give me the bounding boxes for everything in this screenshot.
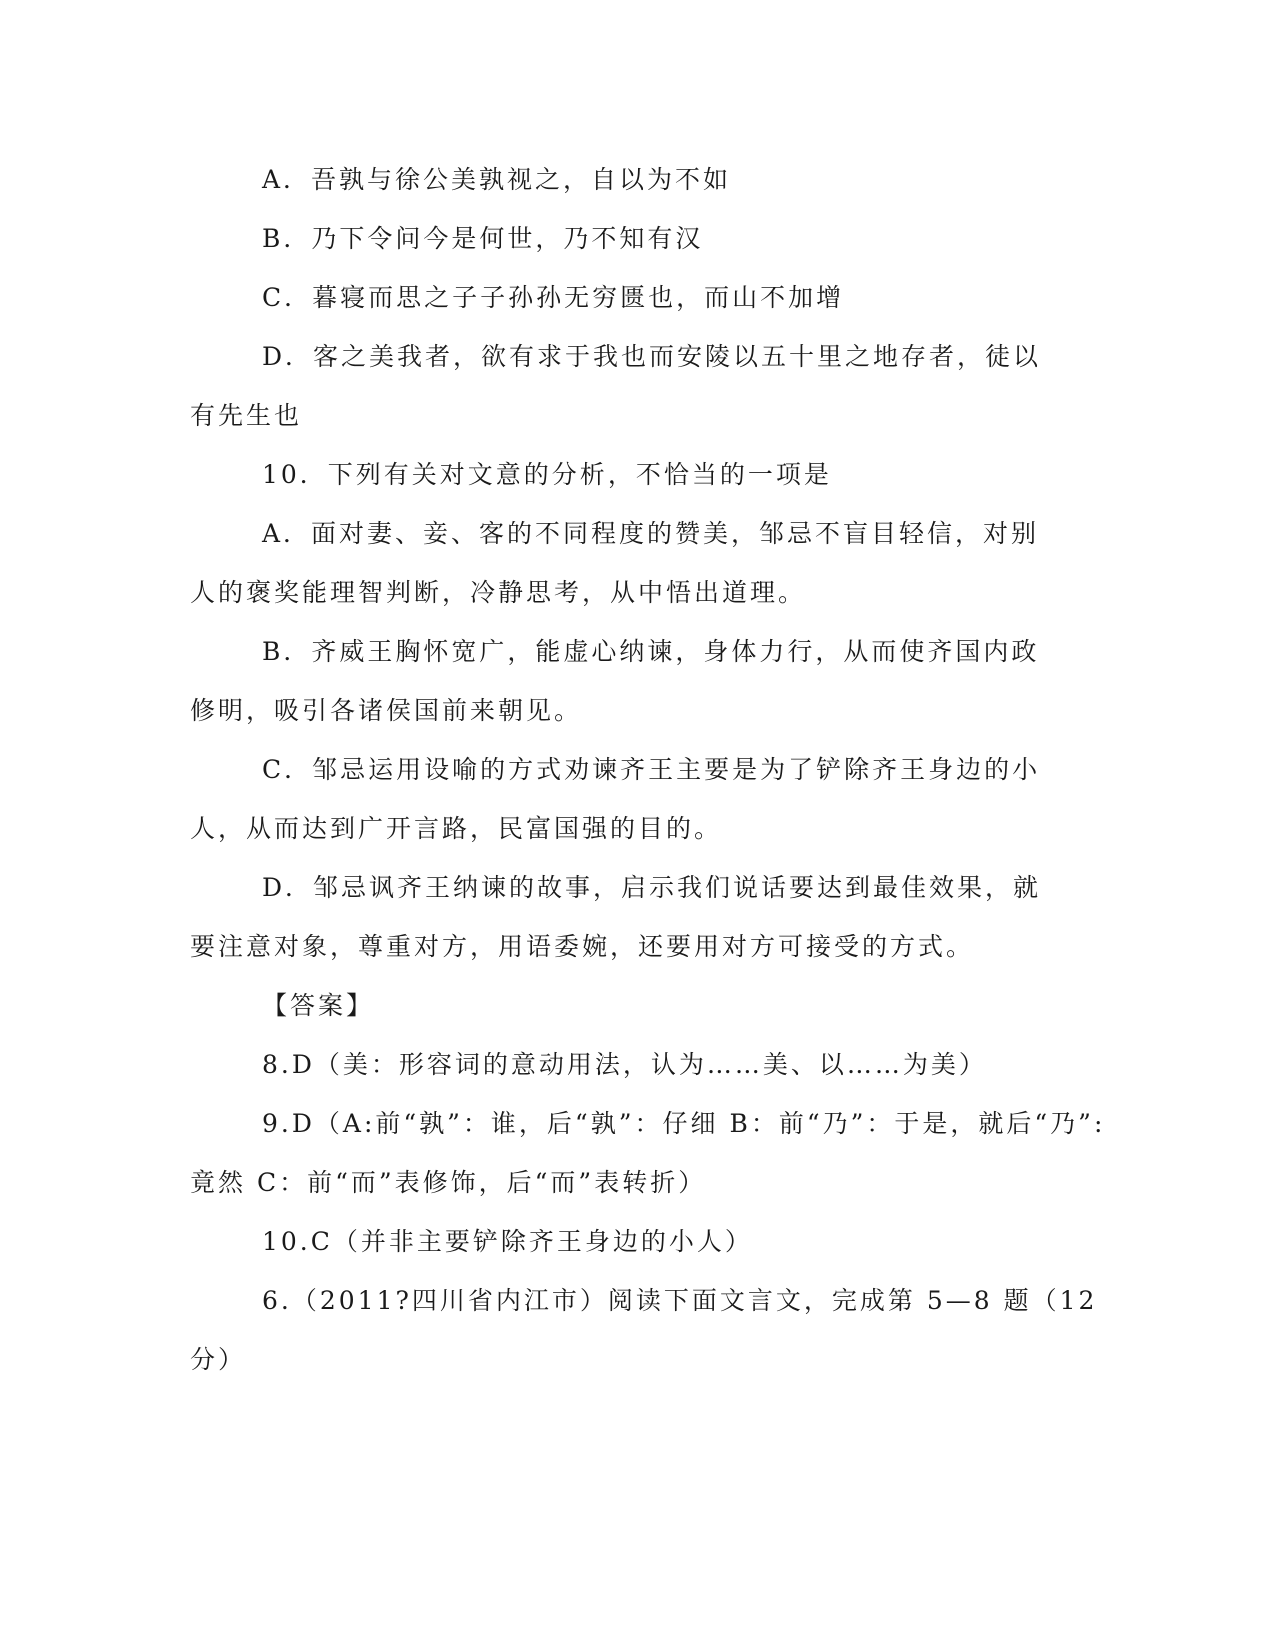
q10-option-a-continuation: 人的褒奖能理智判断，冷静思考，从中悟出道理。 [190,578,807,607]
q10-option-a-line: A．面对妻、妾、客的不同程度的赞美，邹忌不盲目轻信，对别 [262,519,1040,548]
option-a-line: A．吾孰与徐公美孰视之，自以为不如 [262,165,732,194]
next-passage-instruction-continuation: 分） [190,1345,247,1374]
option-d-line: D．客之美我者，欲有求于我也而安陵以五十里之地存者，徒以 [262,342,1042,371]
q10-option-d-line: D．邹忌讽齐王纳谏的故事，启示我们说话要达到最佳效果，就 [262,873,1042,902]
answer-heading: 【答案】 [262,991,375,1020]
option-b-line: B．乃下令问今是何世，乃不知有汉 [262,224,704,253]
answer-9-continuation: 竟然 C：前“而”表修饰，后“而”表转折） [190,1168,707,1197]
q10-option-b-continuation: 修明，吸引各诸侯国前来朝见。 [190,696,583,725]
option-d-continuation: 有先生也 [190,401,303,430]
q10-option-d-continuation: 要注意对象，尊重对方，用语委婉，还要用对方可接受的方式。 [190,932,975,961]
next-passage-instruction: 6.（2011?四川省内江市）阅读下面文言文，完成第 5—8 题（12 [262,1286,1098,1315]
answer-8: 8.D（美：形容词的意动用法，认为……美、以……为美） [262,1050,987,1079]
answer-9: 9.D（A:前“孰”：谁，后“孰”：仔细 B：前“乃”：于是，就后“乃”: [262,1109,1106,1138]
q10-option-c-continuation: 人，从而达到广开言路，民富国强的目的。 [190,814,723,843]
q10-option-b-line: B．齐威王胸怀宽广，能虚心纳谏，身体力行，从而使齐国内政 [262,637,1040,666]
answer-10: 10.C（并非主要铲除齐王身边的小人） [262,1227,753,1256]
q10-option-c-line: C．邹忌运用设喻的方式劝谏齐王主要是为了铲除齐王身边的小 [262,755,1041,784]
option-c-line: C．暮寝而思之子子孙孙无穷匮也，而山不加增 [262,283,845,312]
question-10: 10．下列有关对文意的分析，不恰当的一项是 [262,460,832,489]
